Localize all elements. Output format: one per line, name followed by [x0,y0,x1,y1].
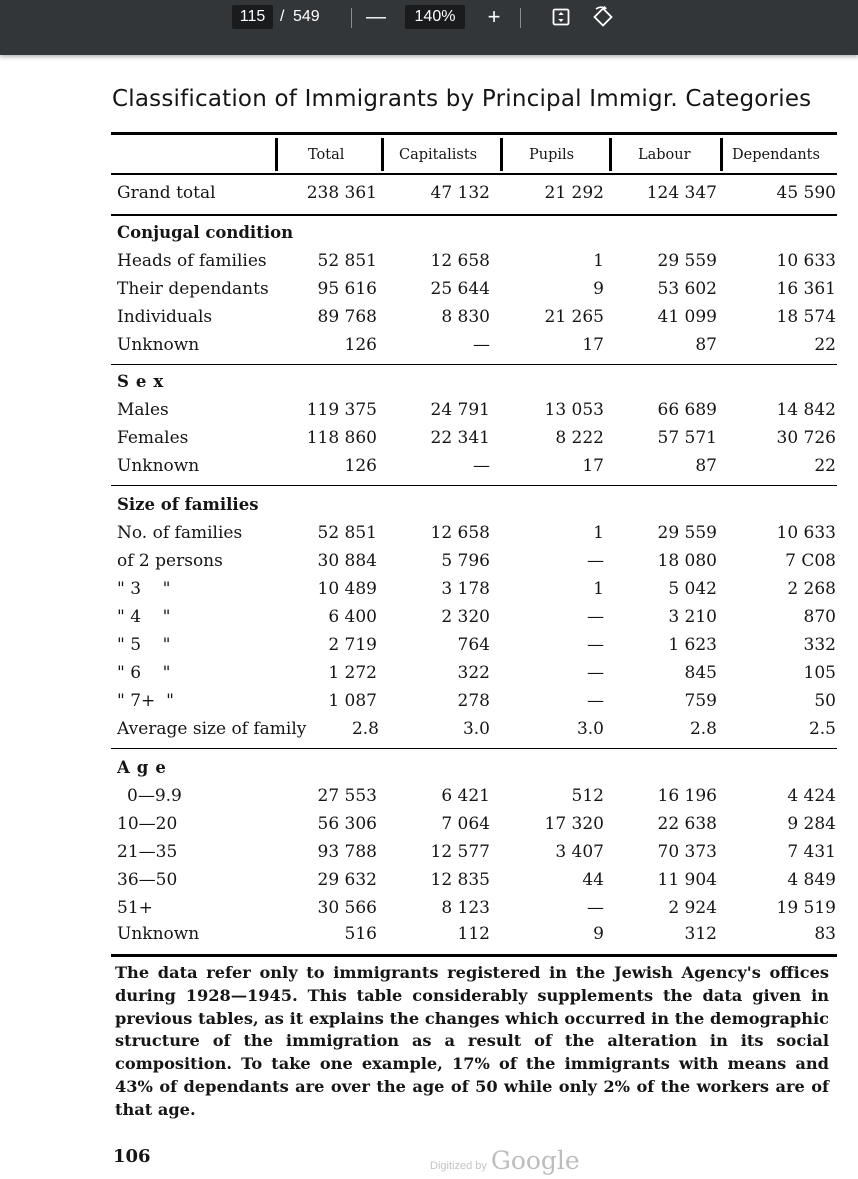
cell-dependants: 16 361 [776,279,836,299]
cell-dependants: 870 [803,607,836,627]
column-divider [609,138,612,171]
cell-pupils: 13 053 [544,400,604,420]
cell-total: 126 [344,335,377,355]
cell-labour: 87 [695,456,717,476]
cell-pupils: 17 [582,456,604,476]
cell-labour: 3 210 [668,607,717,627]
cell-dependants: 10 633 [776,251,836,271]
table-row [0,663,858,689]
column-header-pupils: Pupils [529,147,575,163]
row-label: Males [117,400,169,420]
row-label: 10—20 [117,814,178,834]
cell-labour: 53 602 [657,279,717,299]
table-row [0,551,858,577]
cell-labour: 29 559 [657,523,717,543]
cell-capitalists: 12 577 [430,842,490,862]
table-row [0,335,858,361]
cell-capitalists: 3.0 [462,719,490,739]
table-row [0,842,858,868]
table-row [0,456,858,482]
cell-labour: 124 347 [646,183,717,203]
cell-dependants: 22 [814,335,836,355]
cell-dependants: 30 726 [776,428,836,448]
document-page [0,55,858,1179]
row-label: Unknown [117,335,200,355]
row-label: 21—35 [117,842,178,862]
cell-dependants: 105 [803,663,836,683]
cell-total: 2 719 [328,635,377,655]
bottom-rule [111,954,837,957]
cell-capitalists: 278 [457,691,490,711]
cell-dependants: 4 424 [787,786,836,806]
row-label: Heads of families [117,251,267,271]
cell-pupils: — [587,551,604,571]
table-row [0,898,858,924]
cell-capitalists: 8 123 [441,898,490,918]
cell-capitalists: 764 [457,635,490,655]
page-number-input[interactable]: 115 [232,5,273,29]
row-label: of 2 persons [117,551,223,571]
cell-pupils: 17 [582,335,604,355]
cell-pupils: — [587,607,604,627]
pdf-toolbar [0,0,858,55]
row-label: Their dependants [117,279,269,299]
table-row [0,579,858,605]
column-header-total: Total [308,147,345,163]
column-divider [720,138,723,171]
row-label: " 3 " [117,579,171,599]
cell-pupils: 9 [593,279,604,299]
table-title: Classification of Immigrants by Principal Immigr. Categories [112,86,812,112]
cell-labour: 22 638 [657,814,717,834]
row-label: " 5 " [117,635,171,655]
cell-labour: 16 196 [657,786,717,806]
cell-total: 27 553 [317,786,377,806]
grand-total-row [0,183,858,209]
cell-total: 56 306 [317,814,377,834]
table-row [0,428,858,454]
row-label: Grand total [117,183,216,203]
cell-total: 30 884 [317,551,377,571]
header-rule [111,173,837,175]
cell-dependants: 2 268 [787,579,836,599]
section-heading-sex [0,372,858,398]
page-number: 106 [113,1146,151,1167]
cell-capitalists: 47 132 [430,183,490,203]
cell-dependants: 83 [814,924,836,944]
cell-pupils: — [587,635,604,655]
zoom-out-button[interactable]: — [366,6,386,28]
cell-dependants: 332 [803,635,836,655]
cell-capitalists: 6 421 [441,786,490,806]
table-row [0,400,858,426]
cell-labour: 312 [684,924,717,944]
column-divider [381,138,384,171]
cell-labour: 11 904 [657,870,717,890]
table-row [0,307,858,333]
cell-labour: 1 623 [668,635,717,655]
cell-total: 30 566 [317,898,377,918]
cell-dependants: 45 590 [776,183,836,203]
cell-pupils: 1 [593,579,604,599]
table-row [0,786,858,812]
page-separator: / [280,8,285,25]
fit-to-page-button[interactable] [548,3,574,31]
row-label: Females [117,428,189,448]
section-heading-size [0,495,858,521]
cell-total: 6 400 [328,607,377,627]
zoom-in-button[interactable]: + [487,4,501,29]
cell-capitalists: 12 658 [430,523,490,543]
row-label: " 6 " [117,663,171,683]
cell-capitalists: — [473,456,490,476]
cell-dependants: 22 [814,456,836,476]
toolbar-divider [520,8,521,28]
cell-capitalists: 7 064 [441,814,490,834]
cell-total: 118 860 [306,428,377,448]
cell-total: 89 768 [317,307,377,327]
cell-capitalists: — [473,335,490,355]
row-label: 51+ [117,898,153,918]
cell-total: 119 375 [306,400,377,420]
cell-total: 52 851 [317,523,377,543]
column-divider [500,138,503,171]
cell-pupils: 1 [593,251,604,271]
cell-capitalists: 24 791 [430,400,490,420]
cell-total: 1 272 [328,663,377,683]
section-title: Sex [117,372,171,391]
cell-pupils: 44 [582,870,604,890]
column-header-labour: Labour [638,147,691,163]
cell-capitalists: 112 [457,924,490,944]
table-footnote: The data refer only to immigrants registered in the Jewish Agency's offices during 1928—1945. This table considerably supplements the data given in previous tables, as it explains the changes which occurred in the demographic structure of the immigration as a result of the alteration in its social composition. To take one example, 17% of the immigrants with means and 43% of dependants are over the age of 50 while only 2% of the workers are of that age. [115,963,829,1119]
cell-total: 29 632 [317,870,377,890]
cell-dependants: 18 574 [776,307,836,327]
cell-dependants: 7 431 [787,842,836,862]
cell-pupils: 21 292 [544,183,604,203]
table-row [0,607,858,633]
row-label: " 7+ " [117,691,174,711]
cell-labour: 2 924 [668,898,717,918]
table-row [0,814,858,840]
cell-capitalists: 322 [457,663,490,683]
column-header-dependants: Dependants [732,147,820,163]
rotate-button[interactable] [590,3,616,31]
rotate-icon [591,5,615,29]
table-row [0,251,858,277]
cell-pupils: 3 407 [555,842,604,862]
cell-total: 95 616 [317,279,377,299]
google-wordmark: Google [490,1146,580,1175]
cell-dependants: 9 284 [787,814,836,834]
cell-total: 126 [344,456,377,476]
table-row [0,635,858,661]
section-heading-age [0,758,858,784]
cell-pupils: 3.0 [576,719,604,739]
total-pages: 549 [293,8,320,25]
cell-pupils: — [587,898,604,918]
row-label: No. of families [117,523,243,543]
cell-capitalists: 25 644 [430,279,490,299]
row-label: 0—9.9 [127,786,182,806]
cell-capitalists: 2 320 [441,607,490,627]
cell-pupils: 17 320 [544,814,604,834]
cell-capitalists: 8 830 [441,307,490,327]
cell-labour: 57 571 [657,428,717,448]
cell-labour: 18 080 [657,551,717,571]
table-row [0,279,858,305]
cell-total: 516 [344,924,377,944]
cell-total: 1 087 [328,691,377,711]
cell-labour: 70 373 [657,842,717,862]
cell-capitalists: 12 658 [430,251,490,271]
cell-labour: 759 [684,691,717,711]
cell-dependants: 14 842 [776,400,836,420]
table-row [0,691,858,717]
cell-pupils: 21 265 [544,307,604,327]
cell-labour: 66 689 [657,400,717,420]
cell-dependants: 7 C08 [785,551,836,571]
table-row [0,870,858,896]
section-rule [111,748,837,749]
cell-total: 93 788 [317,842,377,862]
cell-labour: 845 [684,663,717,683]
section-rule [111,214,837,216]
cell-dependants: 50 [814,691,836,711]
row-label: Individuals [117,307,213,327]
cell-capitalists: 3 178 [441,579,490,599]
row-label: Average size of family [117,719,307,739]
toolbar-divider [351,8,352,28]
row-label: Unknown [117,924,200,944]
cell-total: 238 361 [306,183,377,203]
zoom-level-input[interactable]: 140% [405,5,465,29]
top-rule [111,132,837,135]
cell-pupils: — [587,663,604,683]
cell-capitalists: 5 796 [441,551,490,571]
column-divider [275,138,278,171]
cell-labour: 41 099 [657,307,717,327]
digitized-label: Digitized by [430,1160,487,1172]
row-label: Unknown [117,456,200,476]
section-title: Conjugal condition [117,223,294,242]
table-row [0,719,858,745]
section-title: Age [117,758,173,777]
section-rule [111,364,837,365]
table-row [0,523,858,549]
cell-total: 2.8 [351,719,379,739]
cell-capitalists: 22 341 [430,428,490,448]
cell-pupils: — [587,691,604,711]
row-label: " 4 " [117,607,171,627]
cell-total: 52 851 [317,251,377,271]
cell-labour: 5 042 [668,579,717,599]
table-row [0,924,858,950]
cell-dependants: 4 849 [787,870,836,890]
cell-labour: 2.8 [689,719,717,739]
cell-dependants: 10 633 [776,523,836,543]
row-label: 36—50 [117,870,178,890]
cell-dependants: 2.5 [808,719,836,739]
column-header-capitalists: Capitalists [399,147,478,163]
section-title: Size of families [117,495,259,514]
section-rule [111,485,837,486]
digitized-watermark [430,1146,580,1175]
fit-page-icon [551,7,571,27]
cell-pupils: 9 [593,924,604,944]
cell-capitalists: 12 835 [430,870,490,890]
section-heading-conjugal [0,223,858,249]
cell-pupils: 1 [593,523,604,543]
cell-pupils: 512 [571,786,604,806]
cell-labour: 87 [695,335,717,355]
cell-dependants: 19 519 [776,898,836,918]
cell-total: 10 489 [317,579,377,599]
cell-pupils: 8 222 [555,428,604,448]
cell-labour: 29 559 [657,251,717,271]
